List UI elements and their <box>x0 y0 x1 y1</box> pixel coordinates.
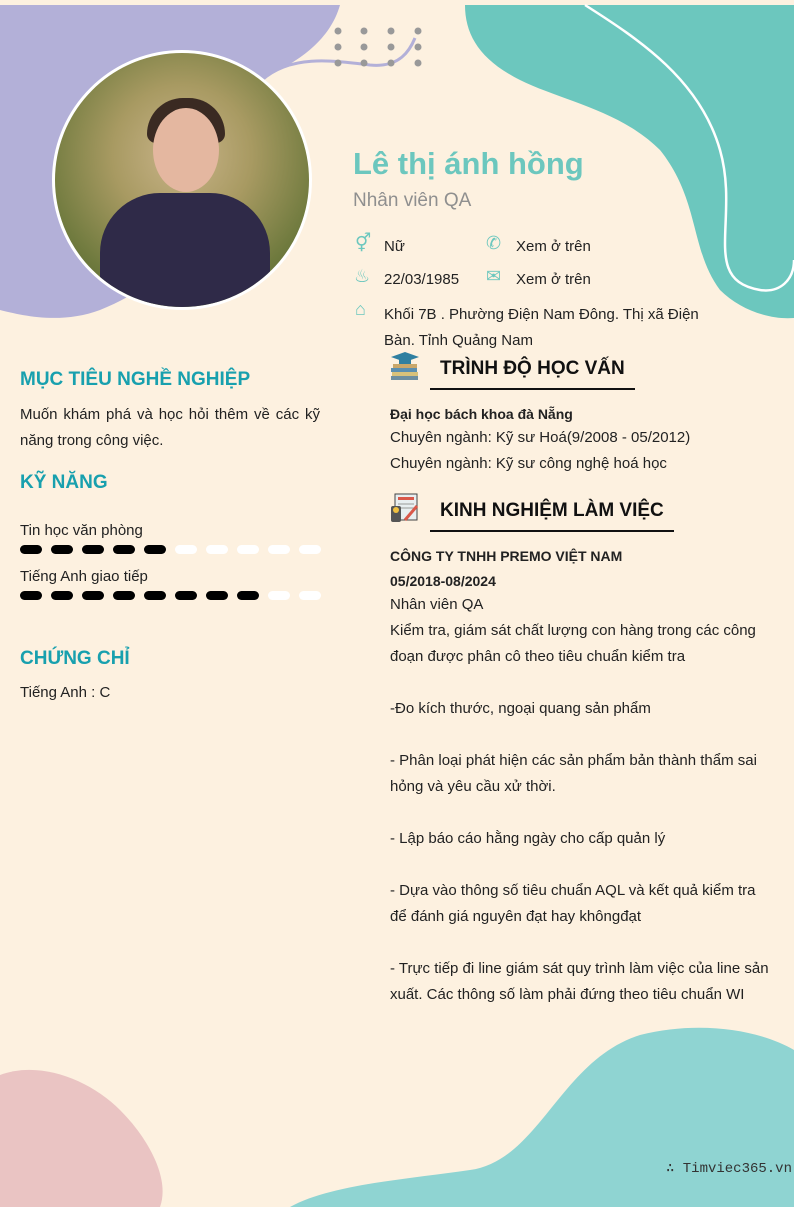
skill-level-bar <box>20 545 321 554</box>
skill-dot-empty <box>299 545 321 554</box>
phone-icon: ✆ <box>486 233 502 253</box>
work-period: 05/2018-08/2024 <box>390 573 496 589</box>
skill-dot-filled <box>51 545 73 554</box>
skill-dot-filled <box>82 545 104 554</box>
certificate-item: Tiếng Anh : C <box>20 684 111 701</box>
skill-dot-filled <box>175 591 197 600</box>
birthdate-value: 22/03/1985 <box>384 271 460 288</box>
skill-dot-filled <box>237 591 259 600</box>
skills-heading: KỸ NĂNG <box>20 472 108 493</box>
email-icon: ✉ <box>486 266 502 286</box>
work-position: Nhân viên QA <box>390 596 484 613</box>
skill-dot-empty <box>206 545 228 554</box>
skill-dot-empty <box>268 591 290 600</box>
skill-dot-filled <box>113 545 135 554</box>
skill-name: Tiếng Anh giao tiếp <box>20 568 148 585</box>
skill-dot-empty <box>175 545 197 554</box>
certificates-heading: CHỨNG CHỈ <box>20 648 130 669</box>
skill-dot-empty <box>237 545 259 554</box>
phone-value: Xem ở trên <box>516 238 591 255</box>
gender-icon: ⚥ <box>355 233 372 253</box>
education-line: Chuyên ngành: Kỹ sư Hoá(9/2008 - 05/2012) <box>390 429 691 446</box>
candidate-name: Lê thị ánh hồng <box>353 146 584 181</box>
skill-dot-filled <box>51 591 73 600</box>
work-document-icon <box>389 492 421 524</box>
gender-value: Nữ <box>384 238 405 255</box>
education-line: Chuyên ngành: Kỹ sư công nghệ hoá học <box>390 455 667 472</box>
skill-dot-filled <box>20 591 42 600</box>
candidate-title: Nhân viên QA <box>353 190 472 211</box>
experience-heading: KINH NGHIỆM LÀM VIỆC <box>430 500 674 532</box>
skill-dot-filled <box>144 545 166 554</box>
school-name: Đại học bách khoa đà Nẵng <box>390 406 573 422</box>
work-description: Kiểm tra, giám sát chất lượng con hàng trong các công đoạn được phân cô theo tiêu chuẩn kiểm tra -Đo kích thước, ngoại quang sản phẩm - Phân loại phát hiện các sản phẩm bản thành thẩm sai hỏng và yêu cầu xử thời. - Lập báo cáo hằng ngày cho cấp quản lý - Dựa vào thông số tiêu chuẩn AQL và kết quả kiểm tra để đánh giá nguyên đạt hay khôngđạt - Trực tiếp đi line giám sát quy trình làm việc của line sản xuất. Các thông số làm phải đứng theo tiêu chuẩn WI <box>390 622 769 1003</box>
skill-name: Tin học văn phòng <box>20 522 143 539</box>
skill-level-bar <box>20 591 321 600</box>
graduation-books-icon <box>389 350 421 382</box>
birthday-cake-icon: ♨ <box>354 266 371 286</box>
address-value: Khối 7B . Phường Điện Nam Đông. Thị xã Điện Bàn. Tỉnh Quảng Nam <box>384 306 699 349</box>
skill-dot-filled <box>144 591 166 600</box>
objective-heading: MỤC TIÊU NGHỀ NGHIỆP <box>20 369 251 390</box>
objective-text: Muốn khám phá và học hỏi thêm về các kỹ năng trong công việc. <box>20 406 320 449</box>
skill-dot-filled <box>82 591 104 600</box>
email-value: Xem ở trên <box>516 271 591 288</box>
education-heading: TRÌNH ĐỘ HỌC VẤN <box>430 358 635 390</box>
skill-dot-filled <box>113 591 135 600</box>
profile-photo <box>52 50 312 310</box>
skill-dot-filled <box>206 591 228 600</box>
skill-dot-filled <box>20 545 42 554</box>
home-icon: ⌂ <box>355 299 366 319</box>
skill-dot-empty <box>299 591 321 600</box>
skill-dot-empty <box>268 545 290 554</box>
footer-brand: ∴ Timviec365.vn <box>665 1161 792 1177</box>
company-name: CÔNG TY TNHH PREMO VIỆT NAM <box>390 548 623 564</box>
